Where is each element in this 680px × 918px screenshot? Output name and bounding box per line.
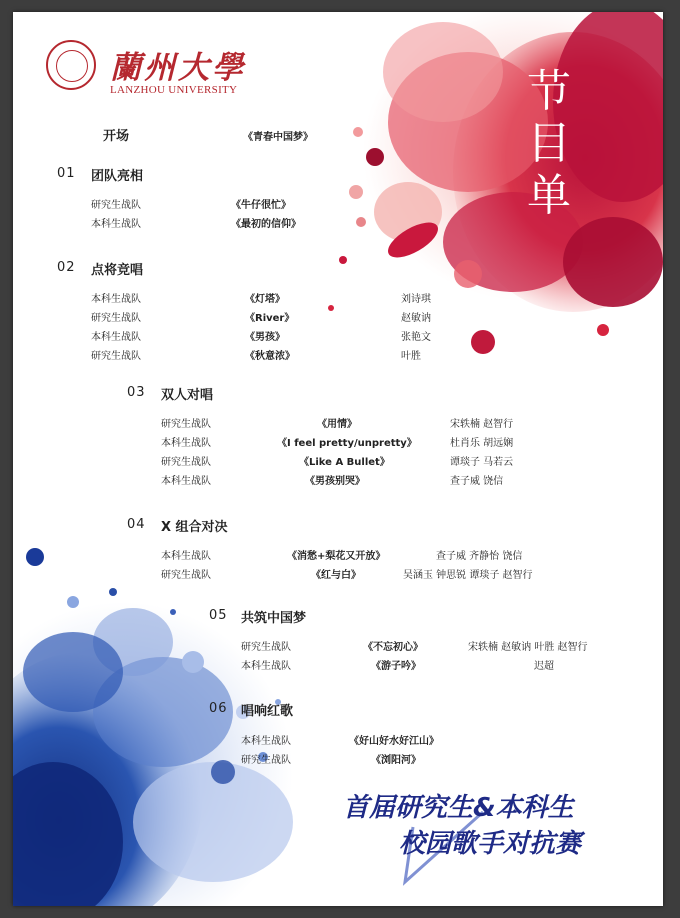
blue-ink-splash [13, 548, 293, 906]
song-title: 《男孩别哭》 [305, 476, 365, 487]
team-name: 本科生战队 [161, 551, 211, 562]
performer-names: 查子威 饶信 [450, 476, 504, 487]
opening-label: 开场 [103, 129, 130, 144]
team-name: 研究生战队 [241, 642, 291, 653]
performer-names: 谭琰子 马若云 [450, 457, 514, 468]
performer-names: 迟超 [534, 661, 554, 672]
section-title: 团队亮相 [91, 169, 144, 184]
title-char: 节 [527, 66, 571, 117]
team-name: 研究生战队 [161, 570, 211, 581]
university-seal-icon [46, 40, 96, 90]
section-title: 共筑中国梦 [241, 611, 307, 626]
performer-names: 叶胜 [401, 351, 421, 362]
song-title: 《游子吟》 [371, 661, 421, 672]
song-title: 《River》 [245, 313, 295, 324]
performer-names: 宋轶楠 赵敏讷 叶胜 赵智行 [468, 642, 588, 653]
section-number: 06 [209, 701, 228, 716]
program-page [13, 12, 663, 906]
team-name: 本科生战队 [91, 294, 141, 305]
section-number: 03 [127, 385, 146, 400]
song-title: 《秋意浓》 [245, 351, 295, 362]
team-name: 本科生战队 [161, 438, 211, 449]
team-name: 本科生战队 [161, 476, 211, 487]
performer-names: 宋轶楠 赵智行 [450, 419, 514, 430]
song-title: 《不忘初心》 [363, 642, 423, 653]
song-title: 《I feel pretty/unpretty》 [277, 438, 417, 449]
team-name: 研究生战队 [91, 200, 141, 211]
song-title: 《好山好水好江山》 [349, 736, 439, 747]
song-title: 《最初的信仰》 [231, 219, 301, 230]
team-name: 研究生战队 [241, 755, 291, 766]
team-name: 本科生战队 [241, 736, 291, 747]
song-title: 《Like A Bullet》 [299, 457, 390, 468]
performer-names: 杜肖乐 胡远娴 [450, 438, 514, 449]
banner-line-1: 首届研究生&本科生 [343, 793, 574, 823]
section-title: X 组合对决 [161, 520, 228, 535]
section-number: 04 [127, 517, 146, 532]
song-title: 《消愁+梨花又开放》 [287, 551, 386, 562]
performer-names: 吴涵玉 钟思锐 谭琰子 赵智行 [403, 570, 533, 581]
team-name: 本科生战队 [91, 219, 141, 230]
song-title: 《用情》 [317, 419, 357, 430]
team-name: 本科生战队 [91, 332, 141, 343]
performer-names: 张艳文 [401, 332, 431, 343]
song-title: 《浏阳河》 [371, 755, 421, 766]
red-ink-splash [328, 12, 663, 354]
title-char: 目 [527, 118, 571, 169]
opening-song: 《青春中国梦》 [243, 132, 313, 143]
performer-names: 查子威 齐静怡 饶信 [436, 551, 523, 562]
section-title: 双人对唱 [161, 388, 214, 403]
team-name: 本科生战队 [241, 661, 291, 672]
banner-line-2: 校园歌手对抗赛 [399, 829, 582, 859]
team-name: 研究生战队 [91, 351, 141, 362]
team-name: 研究生战队 [161, 419, 211, 430]
team-name: 研究生战队 [91, 313, 141, 324]
section-title: 点将竞唱 [91, 263, 144, 278]
song-title: 《牛仔很忙》 [231, 200, 291, 211]
section-number: 01 [57, 166, 76, 181]
page-title [519, 66, 579, 222]
song-title: 《红与白》 [311, 570, 361, 581]
title-char: 单 [527, 170, 571, 221]
section-title: 唱响红歌 [241, 704, 294, 719]
song-title: 《灯塔》 [245, 294, 285, 305]
university-name-en: LANZHOU UNIVERSITY [110, 84, 238, 96]
song-title: 《男孩》 [245, 332, 285, 343]
section-number: 02 [57, 260, 76, 275]
team-name: 研究生战队 [161, 457, 211, 468]
university-name-cn: 蘭州大學 [110, 50, 246, 86]
performer-names: 刘诗琪 [401, 294, 431, 305]
section-number: 05 [209, 608, 228, 623]
performer-names: 赵敏讷 [401, 313, 431, 324]
